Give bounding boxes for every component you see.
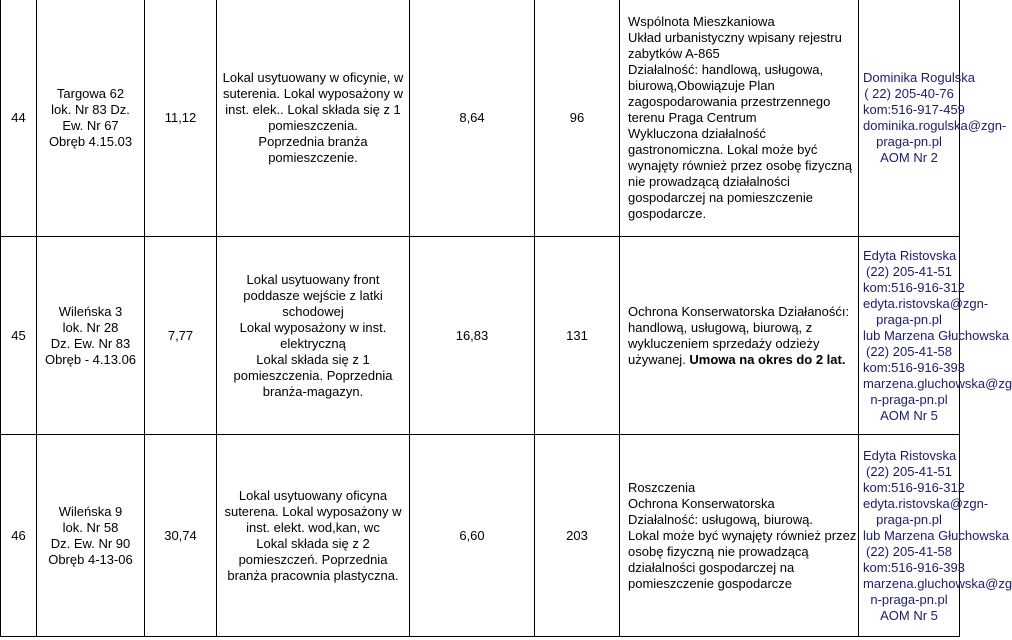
contract-term-note: Umowa na okres do 2 lat.: [689, 351, 846, 367]
description-cell: Lokal usytuowany w oficynie, w suterenia. Lokal wyposażony w inst. elek.. Lokal składa się z 1 pomieszczenia. Poprzednia branża pomieszczenie.: [217, 0, 410, 237]
amount-cell: 96: [535, 0, 620, 237]
email-link[interactable]: edyta.ristovska@zgn-: [863, 495, 989, 511]
table-row: [1, 435, 960, 637]
conditions-cell: Ochrona Konserwatorska Działanośćı: handlową, usługową, biurową, z wykluczeniem sprzedaży odzieży używanej. Umowa na okres do 2 lat.: [620, 237, 859, 435]
area-cell: 7,77: [145, 237, 217, 435]
email-link[interactable]: marzena.gluchowska@zg: [863, 375, 1012, 391]
email-link[interactable]: n-praga-pn.pl: [870, 591, 948, 607]
row-number: 45: [1, 237, 37, 435]
amount-cell: 203: [535, 435, 620, 637]
description-cell: Lokal usytuowany oficyna suterena. Lokal wyposażony w inst. elekt. wod,kan, wc Lokal składa się z 2 pomieszczeń. Poprzednia branża pracownia plastyczna.: [217, 435, 410, 637]
email-link[interactable]: edyta.ristovska@zgn-: [863, 295, 989, 311]
row-number: 46: [1, 435, 37, 637]
conditions-cell: Roszczenia Ochrona Konserwatorska Działalność: usługową, biurową. Lokal może być wynajęty również przez osobę fizyczną nie prowadzącą działalności gospodarczej na pomieszczenie gospodarcze: [620, 435, 859, 637]
rate-cell: 6,60: [410, 435, 535, 637]
conditions-cell: Wspólnota Mieszkaniowa Układ urbanistyczny wpisany rejestru zabytków A-865 Działalność: handlową, usługowa, biurową,Obowiązuje Plan zagospodarowania przestrzennego terenu Praga Centrum Wykluczona działalność gastronomiczna. Lokal może być wynajęty również przez osobę fizyczną nie prowadzącą działalności gospodarczej na pomieszczenie gospodarcze.: [620, 0, 859, 237]
email-link[interactable]: marzena.gluchowska@zg: [863, 575, 1012, 591]
contact-cell: Dominika Rogulska ( 22) 205-40-76 kom:516-917-459 dominika.rogulska@zgn- praga-pn.pl AOM Nr 2: [859, 0, 960, 237]
email-link[interactable]: praga-pn.pl: [876, 511, 942, 527]
email-link[interactable]: n-praga-pn.pl: [870, 391, 948, 407]
row-number: 44: [1, 0, 37, 237]
email-link[interactable]: dominika.rogulska@zgn-: [863, 117, 1007, 133]
address-cell: Wileńska 9 lok. Nr 58 Dz. Ew. Nr 90 Obręb 4-13-06: [37, 435, 145, 637]
email-link[interactable]: praga-pn.pl: [876, 133, 942, 149]
area-cell: 30,74: [145, 435, 217, 637]
area-cell: 11,12: [145, 0, 217, 237]
description-cell: Lokal usytuowany front poddasze wejście z latki schodowej Lokal wyposażony w inst. elektryczną Lokal składa się z 1 pomieszczenia. Poprzednia branża-magazyn.: [217, 237, 410, 435]
rate-cell: 8,64: [410, 0, 535, 237]
rate-cell: 16,83: [410, 237, 535, 435]
amount-cell: 131: [535, 237, 620, 435]
contact-cell: Edyta Ristovska (22) 205-41-51 kom:516-916-312 edyta.ristovska@zgn- praga-pn.pl lub Marzena Głuchowska (22) 205-41-58 kom:516-916-393 marzena.gluchowska@zg n-praga-pn.pl AOM Nr 5: [859, 435, 960, 637]
table-row: [1, 237, 960, 435]
address-cell: Wileńska 3 lok. Nr 28 Dz. Ew. Nr 83 Obręb - 4.13.06: [37, 237, 145, 435]
email-link[interactable]: praga-pn.pl: [876, 311, 942, 327]
contact-cell: Edyta Ristovska (22) 205-41-51 kom:516-916-312 edyta.ristovska@zgn- praga-pn.pl lub Marzena Głuchowska (22) 205-41-58 kom:516-916-393 marzena.gluchowska@zg n-praga-pn.pl AOM Nr 5: [859, 237, 960, 435]
table-row: [1, 0, 960, 237]
address-cell: Targowa 62 lok. Nr 83 Dz. Ew. Nr 67 Obręb 4.15.03: [37, 0, 145, 237]
